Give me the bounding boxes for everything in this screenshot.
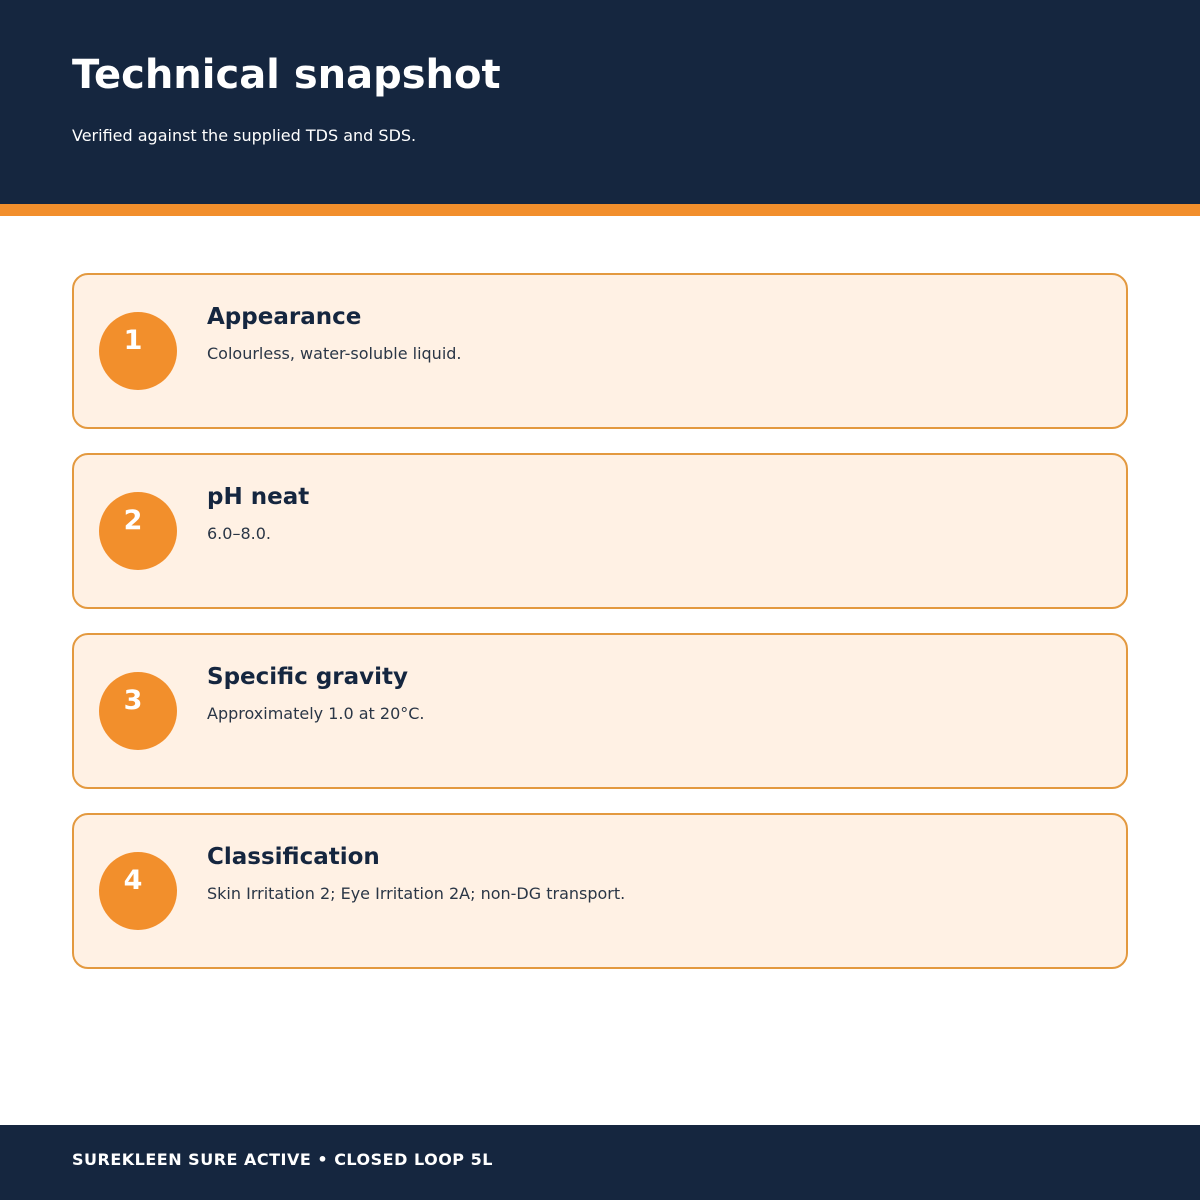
spec-title: Appearance xyxy=(207,304,362,330)
spec-title: Specific gravity xyxy=(207,664,409,690)
spec-card-ph-neat xyxy=(72,453,1128,609)
number-badge xyxy=(99,852,177,930)
badge-number: 2 xyxy=(123,505,143,536)
spec-card-appearance xyxy=(72,273,1128,429)
footer-product-name: SUREKLEEN SURE ACTIVE • CLOSED LOOP 5L xyxy=(72,1150,493,1169)
page-subtitle: Verified against the supplied TDS and SDS. xyxy=(72,126,417,145)
spec-card-specific-gravity xyxy=(72,633,1128,789)
badge-number: 3 xyxy=(123,685,143,716)
footer-bar xyxy=(0,1125,1200,1200)
number-badge xyxy=(99,492,177,570)
spec-title: Classification xyxy=(207,844,380,870)
badge-number: 1 xyxy=(123,325,143,356)
page-title: Technical snapshot xyxy=(72,52,501,98)
badge-number: 4 xyxy=(123,865,143,896)
header-banner xyxy=(0,0,1200,204)
spec-title: pH neat xyxy=(207,484,310,510)
accent-divider xyxy=(0,204,1200,216)
number-badge xyxy=(99,672,177,750)
spec-card-classification xyxy=(72,813,1128,969)
spec-description: Skin Irritation 2; Eye Irritation 2A; non-DG transport. xyxy=(207,884,626,903)
spec-description: Colourless, water-soluble liquid. xyxy=(207,344,462,363)
spec-description: 6.0–8.0. xyxy=(207,524,271,543)
spec-description: Approximately 1.0 at 20°C. xyxy=(207,704,425,723)
number-badge xyxy=(99,312,177,390)
